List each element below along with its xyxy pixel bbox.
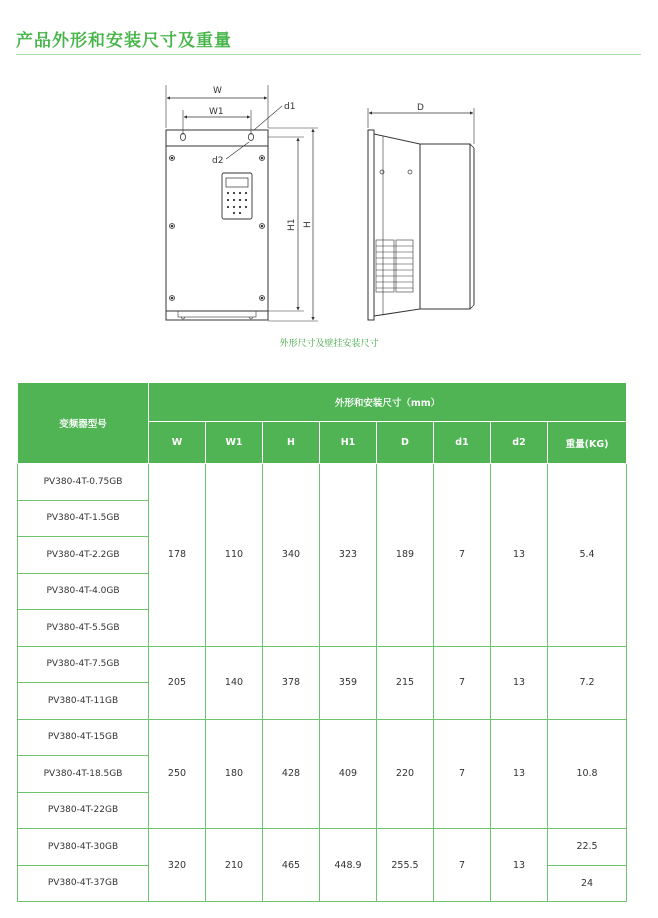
dim-cell-w1: 210	[206, 829, 263, 902]
column-header: D	[377, 422, 434, 464]
label-d2: d2	[212, 156, 224, 166]
dim-cell-w1: 180	[206, 719, 263, 829]
dim-cell-d2: 13	[491, 646, 548, 719]
dim-cell-h: 428	[263, 719, 320, 829]
dim-cell-d2: 13	[491, 829, 548, 902]
label-h1: H1	[287, 218, 297, 231]
table-row	[18, 646, 627, 683]
label-h: H	[303, 221, 313, 228]
drawing-caption: 外形尺寸及壁挂安装尺寸	[279, 339, 379, 349]
dimension-drawing	[0, 0, 658, 360]
dim-cell-d: 189	[377, 464, 434, 647]
dim-cell-d2: 13	[491, 719, 548, 829]
dim-cell-h: 465	[263, 829, 320, 902]
column-header: W	[149, 422, 206, 464]
dim-cell-w1: 140	[206, 646, 263, 719]
column-header: d2	[491, 422, 548, 464]
dim-cell-h1: 323	[320, 464, 377, 647]
column-header: H	[263, 422, 320, 464]
dim-cell-d1: 7	[434, 829, 491, 902]
model-cell: PV380-4T-11GB	[18, 683, 149, 720]
model-cell: PV380-4T-15GB	[18, 719, 149, 756]
weight-cell: 22.5	[548, 829, 627, 866]
model-cell: PV380-4T-4.0GB	[18, 573, 149, 610]
dim-cell-d: 215	[377, 646, 434, 719]
column-header: W1	[206, 422, 263, 464]
dim-cell-w: 205	[149, 646, 206, 719]
header-row	[18, 383, 627, 422]
dim-cell-h1: 409	[320, 719, 377, 829]
front-view	[166, 85, 318, 321]
spec-table	[17, 382, 627, 902]
dim-cell-w1: 110	[206, 464, 263, 647]
dim-cell-w: 320	[149, 829, 206, 902]
dim-cell-d1: 7	[434, 464, 491, 647]
model-cell: PV380-4T-37GB	[18, 865, 149, 902]
table-row	[18, 719, 627, 756]
weight-cell: 24	[548, 865, 627, 902]
column-header: 重量(KG)	[548, 422, 627, 464]
dim-cell-h1: 448.9	[320, 829, 377, 902]
column-header: H1	[320, 422, 377, 464]
model-cell: PV380-4T-30GB	[18, 829, 149, 866]
dimension-group-header: 外形和安装尺寸（mm）	[149, 383, 627, 422]
label-w: W	[213, 86, 222, 96]
label-d1: d1	[284, 102, 296, 112]
column-header: d1	[434, 422, 491, 464]
dim-cell-d: 255.5	[377, 829, 434, 902]
dim-cell-h: 340	[263, 464, 320, 647]
label-w1: W1	[209, 107, 224, 117]
model-cell: PV380-4T-2.2GB	[18, 537, 149, 574]
dim-cell-w: 178	[149, 464, 206, 647]
model-cell: PV380-4T-0.75GB	[18, 464, 149, 501]
model-column-header: 变频器型号	[18, 383, 149, 464]
weight-cell: 7.2	[548, 646, 627, 719]
table-row	[18, 829, 627, 866]
model-cell: PV380-4T-18.5GB	[18, 756, 149, 793]
side-view	[368, 108, 474, 320]
dim-cell-d2: 13	[491, 464, 548, 647]
model-cell: PV380-4T-5.5GB	[18, 610, 149, 647]
model-cell: PV380-4T-22GB	[18, 792, 149, 829]
label-d: D	[417, 103, 424, 113]
model-cell: PV380-4T-1.5GB	[18, 500, 149, 537]
dim-cell-w: 250	[149, 719, 206, 829]
page-title: 产品外形和安装尺寸及重量	[16, 31, 232, 51]
dim-cell-h: 378	[263, 646, 320, 719]
dim-cell-h1: 359	[320, 646, 377, 719]
dim-cell-d1: 7	[434, 719, 491, 829]
weight-cell: 5.4	[548, 464, 627, 647]
dim-cell-d1: 7	[434, 646, 491, 719]
dim-cell-d: 220	[377, 719, 434, 829]
weight-cell: 10.8	[548, 719, 627, 829]
table-row	[18, 464, 627, 501]
model-cell: PV380-4T-7.5GB	[18, 646, 149, 683]
